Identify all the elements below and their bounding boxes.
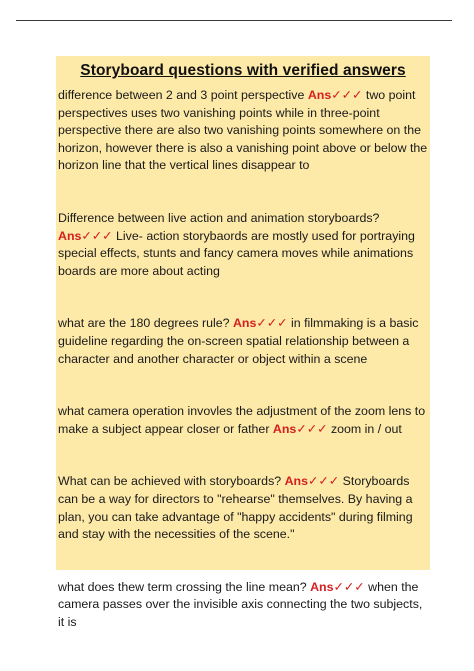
document-title: Storyboard questions with verified answers: [80, 62, 406, 79]
qa-item: [58, 87, 430, 175]
check-marks-icon: ✓✓✓: [256, 316, 288, 331]
qa-item: [58, 579, 430, 632]
answer-marker: Ans: [272, 421, 297, 436]
check-marks-icon: ✓✓✓: [81, 228, 113, 243]
qa-item: [58, 210, 430, 280]
answer-text: in filmmaking is a basic guideline regarding the on-screen spatial relationship between a character and another character or object within a scene: [58, 316, 419, 366]
qa-item: [58, 315, 430, 368]
spacer: [56, 280, 430, 315]
question-text: what camera operation invovles the adjustment of the zoom lens to make a subject appear closer or father: [58, 404, 426, 436]
top-divider: [16, 20, 452, 21]
check-marks-icon: ✓✓✓: [333, 579, 365, 594]
answer-marker: Ans: [310, 579, 334, 594]
spacer: [56, 368, 430, 403]
question-text: what are the 180 degrees rule?: [58, 316, 230, 331]
answer-text: zoom in / out: [330, 421, 402, 436]
answer-text: when the camera passes over the invisible axis connecting the two subjects, it is: [58, 579, 423, 629]
question-text: Difference between live action and animation storyboards?: [58, 210, 380, 225]
question-text: difference between 2 and 3 point perspective: [58, 88, 305, 102]
question-text: what does thew term crossing the line mean?: [58, 579, 307, 594]
answer-marker: Ans: [284, 474, 309, 489]
qa-item: [58, 403, 430, 438]
spacer: [56, 438, 430, 473]
answer-text: Live- action storybaords are mostly used for portraying special effects, stunts and fancy camera moves while animations boards are more about acting: [58, 228, 415, 278]
answer-marker: Ans: [232, 316, 257, 331]
answer-text: Storyboards can be a way for directors to "rehearse" themselves. By having a plan, you can take advantage of "happy accidents" during filming and stay with the necessities of the scene.": [58, 474, 413, 542]
check-marks-icon: ✓✓✓: [308, 474, 340, 489]
qa-item: [58, 473, 430, 543]
check-marks-icon: ✓✓✓: [331, 88, 363, 102]
document-body: [56, 56, 430, 629]
answer-marker: Ans: [58, 228, 82, 243]
answer-marker: Ans: [307, 88, 332, 102]
check-marks-icon: ✓✓✓: [296, 421, 328, 436]
spacer: [56, 175, 430, 210]
spacer: [56, 544, 430, 579]
question-text: What can be achieved with storyboards?: [58, 474, 282, 489]
answer-text: two point perspectives uses two vanishing points while in three-point perspective there are also two vanishing points somewhere on the horizon, however there is also a vanishing point above or below the horizon line that the vertical lines disappear to: [58, 88, 428, 173]
